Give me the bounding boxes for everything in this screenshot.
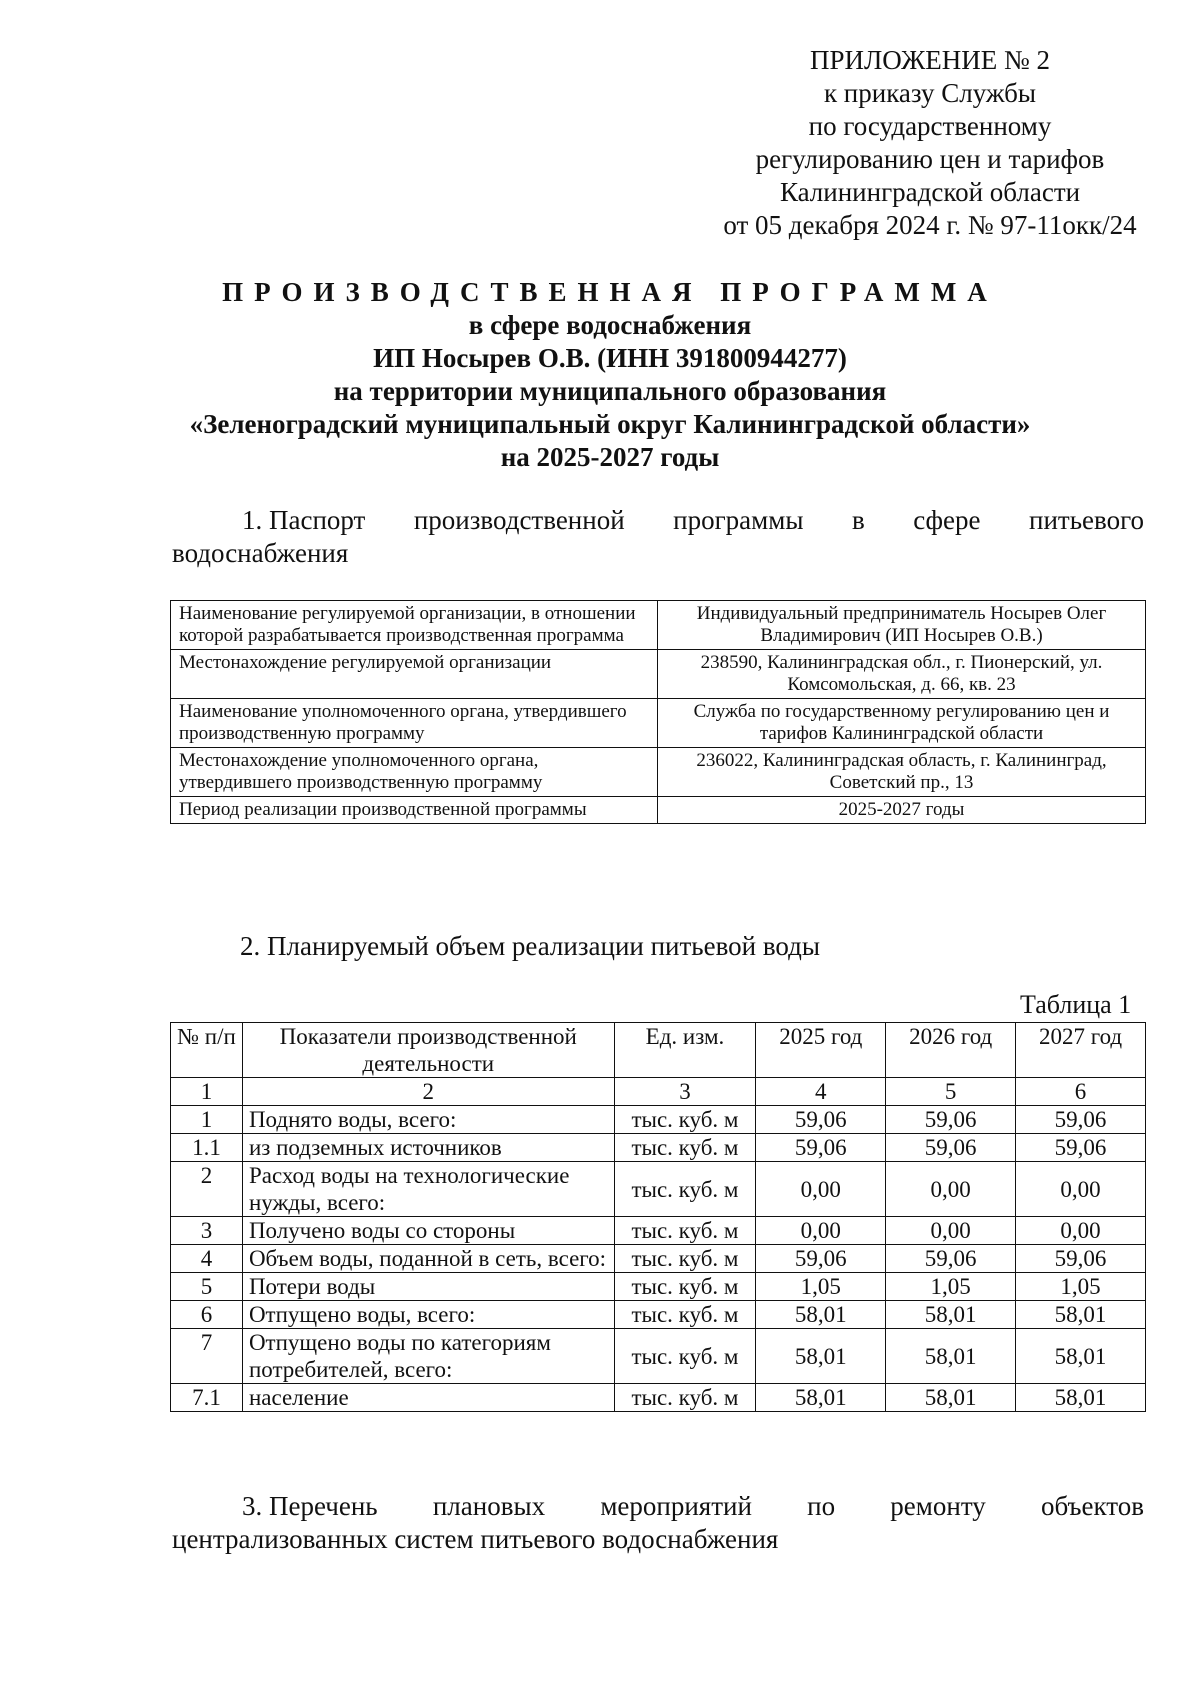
table-row — [171, 1134, 1146, 1162]
passport-table — [170, 600, 1146, 824]
value-2027: 59,06 — [1016, 1134, 1146, 1162]
indicator-name: Отпущено воды по категориям потребителей, всего: — [242, 1329, 614, 1384]
heading-word: плановых — [432, 1491, 546, 1521]
value-2026: 59,06 — [886, 1245, 1016, 1273]
section-1-heading — [172, 504, 1144, 570]
unit-cell: тыс. куб. м — [614, 1134, 756, 1162]
passport-label: Местонахождение уполномоченного органа, утвердившего производственную программу — [171, 748, 658, 797]
value-2027: 1,05 — [1016, 1273, 1146, 1301]
water-volume-table — [170, 1022, 1146, 1412]
appendix-line: Калининградской области — [779, 177, 1081, 207]
passport-label: Период реализации производственной программы — [171, 797, 658, 824]
value-2026: 0,00 — [886, 1162, 1016, 1217]
heading-word: мероприятий — [600, 1491, 752, 1521]
indicator-name: из подземных источников — [242, 1134, 614, 1162]
title-line: в сфере водоснабжения — [468, 310, 752, 340]
heading-word: программы — [673, 505, 804, 535]
header-cell: 2025 год — [756, 1023, 886, 1078]
value-2026: 0,00 — [886, 1217, 1016, 1245]
heading-word: 1. Паспорт — [242, 505, 366, 535]
heading-word: в — [851, 505, 865, 535]
value-2025: 59,06 — [756, 1106, 886, 1134]
appendix-line: от 05 декабря 2024 г. № 97-11окк/24 — [723, 210, 1137, 240]
row-number: 7 — [171, 1329, 243, 1384]
header-cell: № п/п — [171, 1023, 243, 1078]
header-cell: 2027 год — [1016, 1023, 1146, 1078]
index-cell: 2 — [242, 1078, 614, 1106]
heading-word: питьевого — [1029, 505, 1144, 535]
row-number: 1 — [171, 1106, 243, 1134]
value-2025: 58,01 — [756, 1384, 886, 1412]
appendix-line: ПРИЛОЖЕНИЕ № 2 — [809, 45, 1051, 75]
passport-value: Индивидуальный предприниматель Носырев Олег Владимирович (ИП Носырев О.В.) — [658, 601, 1146, 650]
row-number: 7.1 — [171, 1384, 243, 1412]
value-2026: 1,05 — [886, 1273, 1016, 1301]
indicator-name: Расход воды на технологические нужды, всего: — [242, 1162, 614, 1217]
appendix-line: к приказу Службы — [823, 78, 1037, 108]
section-3-heading — [172, 1490, 1144, 1556]
table-row — [171, 1245, 1146, 1273]
index-cell: 4 — [756, 1078, 886, 1106]
passport-row — [171, 601, 1146, 650]
heading-word: ремонту — [890, 1491, 986, 1521]
unit-cell: тыс. куб. м — [614, 1162, 756, 1217]
index-cell: 3 — [614, 1078, 756, 1106]
value-2027: 58,01 — [1016, 1301, 1146, 1329]
value-2027: 0,00 — [1016, 1162, 1146, 1217]
appendix-line: по государственному — [808, 111, 1052, 141]
title-line: на территории муниципального образования — [333, 376, 887, 406]
heading-word: производственной — [413, 505, 625, 535]
section-2-heading: 2. Планируемый объем реализации питьевой воды — [240, 931, 821, 961]
appendix-header — [700, 44, 1160, 242]
value-2026: 59,06 — [886, 1106, 1016, 1134]
table-header-row — [171, 1023, 1146, 1078]
row-number: 5 — [171, 1273, 243, 1301]
header-cell: 2026 год — [886, 1023, 1016, 1078]
indicator-name: Отпущено воды, всего: — [242, 1301, 614, 1329]
unit-cell: тыс. куб. м — [614, 1329, 756, 1384]
table-row — [171, 1301, 1146, 1329]
heading-word: 3. Перечень — [242, 1491, 378, 1521]
value-2027: 59,06 — [1016, 1106, 1146, 1134]
index-cell: 6 — [1016, 1078, 1146, 1106]
indicator-name: Потери воды — [242, 1273, 614, 1301]
table-row — [171, 1162, 1146, 1217]
value-2026: 59,06 — [886, 1134, 1016, 1162]
passport-value: 238590, Калининградская обл., г. Пионерский, ул. Комсомольская, д. 66, кв. 23 — [658, 650, 1146, 699]
title-line: на 2025-2027 годы — [500, 442, 720, 472]
table-label: Таблица 1 — [1020, 990, 1132, 1019]
table-row — [171, 1329, 1146, 1384]
appendix-line: регулированию цен и тарифов — [755, 144, 1105, 174]
row-number: 6 — [171, 1301, 243, 1329]
value-2025: 0,00 — [756, 1217, 886, 1245]
row-number: 2 — [171, 1162, 243, 1217]
passport-row — [171, 797, 1146, 824]
row-number: 4 — [171, 1245, 243, 1273]
document-title — [140, 276, 1080, 474]
row-number: 3 — [171, 1217, 243, 1245]
passport-row — [171, 699, 1146, 748]
value-2025: 0,00 — [756, 1162, 886, 1217]
value-2025: 59,06 — [756, 1134, 886, 1162]
row-number: 1.1 — [171, 1134, 243, 1162]
passport-row — [171, 748, 1146, 797]
column-index-row — [171, 1078, 1146, 1106]
value-2027: 0,00 — [1016, 1217, 1146, 1245]
value-2026: 58,01 — [886, 1301, 1016, 1329]
value-2025: 58,01 — [756, 1329, 886, 1384]
table-row — [171, 1106, 1146, 1134]
table-row — [171, 1217, 1146, 1245]
index-cell: 5 — [886, 1078, 1016, 1106]
value-2025: 58,01 — [756, 1301, 886, 1329]
heading-word: объектов — [1040, 1491, 1144, 1521]
indicator-name: Поднято воды, всего: — [242, 1106, 614, 1134]
unit-cell: тыс. куб. м — [614, 1106, 756, 1134]
value-2025: 59,06 — [756, 1245, 886, 1273]
indicator-name: Получено воды со стороны — [242, 1217, 614, 1245]
heading-line-2: водоснабжения — [172, 538, 349, 568]
title-main: ПРОИЗВОДСТВЕННАЯ ПРОГРАММА — [222, 277, 998, 307]
unit-cell: тыс. куб. м — [614, 1384, 756, 1412]
value-2027: 58,01 — [1016, 1329, 1146, 1384]
passport-value: Служба по государственному регулированию цен и тарифов Калининградской области — [658, 699, 1146, 748]
title-line: «Зеленоградский муниципальный округ Калининградской области» — [189, 409, 1031, 439]
passport-value: 236022, Калининградская область, г. Калининград, Советский пр., 13 — [658, 748, 1146, 797]
passport-row — [171, 650, 1146, 699]
passport-label: Наименование уполномоченного органа, утвердившего производственную программу — [171, 699, 658, 748]
value-2026: 58,01 — [886, 1329, 1016, 1384]
value-2026: 58,01 — [886, 1384, 1016, 1412]
table-row — [171, 1273, 1146, 1301]
value-2027: 59,06 — [1016, 1245, 1146, 1273]
indicator-name: население — [242, 1384, 614, 1412]
passport-value: 2025-2027 годы — [658, 797, 1146, 824]
indicator-name: Объем воды, поданной в сеть, всего: — [242, 1245, 614, 1273]
header-cell: Ед. изм. — [614, 1023, 756, 1078]
passport-label: Наименование регулируемой организации, в отношении которой разрабатывается производственная программа — [171, 601, 658, 650]
table-row — [171, 1384, 1146, 1412]
value-2025: 1,05 — [756, 1273, 886, 1301]
unit-cell: тыс. куб. м — [614, 1301, 756, 1329]
value-2027: 58,01 — [1016, 1384, 1146, 1412]
heading-word: по — [807, 1491, 836, 1521]
heading-word: сфере — [913, 505, 981, 535]
heading-line-2: централизованных систем питьевого водоснабжения — [172, 1524, 779, 1554]
passport-label: Местонахождение регулируемой организации — [171, 650, 658, 699]
title-line: ИП Носырев О.В. (ИНН 391800944277) — [373, 343, 847, 373]
unit-cell: тыс. куб. м — [614, 1245, 756, 1273]
unit-cell: тыс. куб. м — [614, 1217, 756, 1245]
index-cell: 1 — [171, 1078, 243, 1106]
unit-cell: тыс. куб. м — [614, 1273, 756, 1301]
header-cell: Показатели производственной деятельности — [242, 1023, 614, 1078]
